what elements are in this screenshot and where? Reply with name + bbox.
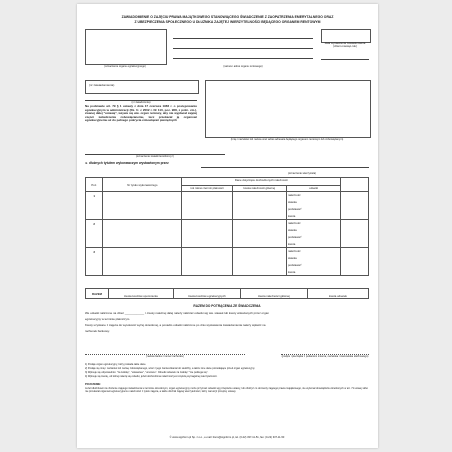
footnote: 4) Wpisuje się kwotę, od której należą się odsetki, jeżeli dochodzona należność jest częścią wymagalnej wierzytelności. bbox=[85, 375, 218, 378]
col-lp: Poz. bbox=[86, 178, 103, 192]
beneficiary-label: (oznaczenie świadczeniobiorcy¹⁾) bbox=[135, 155, 175, 158]
sub-label: podstawa²⁾ bbox=[287, 235, 302, 239]
sub-label: należność bbox=[287, 221, 301, 225]
summary-label: RAZEM bbox=[86, 289, 109, 299]
sub-label: kwota bbox=[287, 270, 296, 274]
address-label: (nazwa i adres organu rentowego) bbox=[223, 65, 263, 68]
benefit-number-label: (nr świadczenia) bbox=[131, 101, 151, 104]
summary-costs-reminder: kwota kosztów upomnienia bbox=[109, 289, 174, 299]
sub-label: podstawa²⁾ bbox=[287, 263, 302, 267]
order-paragraph-4: rachunek bankowy: bbox=[85, 329, 110, 333]
form-title-line2: Z UBEZPIECZENIA SPOŁECZNEGO U DŁUŻNIKA ZAJĘTEJ WIERZYTELNOŚCI BĘDĄCEGO ORGANEM RENTOWYM bbox=[134, 20, 321, 24]
amount-cell[interactable] bbox=[232, 192, 286, 220]
address-line-2 bbox=[173, 48, 313, 49]
value-cell[interactable] bbox=[341, 248, 369, 276]
address-line-3 bbox=[173, 58, 313, 59]
sub-label: podstawa²⁾ bbox=[287, 207, 302, 211]
sub-label: kwota bbox=[287, 214, 296, 218]
instruction-text: Jeżeli dłużnikowi nie złożenie zajętego świadczenia w terminie określonym, organ egzekucyjny może przyznać odsetki wg przepisów ustawy, lub obniżyć co do kwoty zajętego prawa majątkowego, nie wykonał obowiązków określonych w art. 71 ustawy albo nie przekazał organowi egzekucyjnemu należności z tytułu zajęcia, a także dłużnik zajętej wierzytelności, który naruszył przepisy ustawy. bbox=[85, 387, 368, 393]
date-label: data wystawienia zawiadomienia (dzień-miesiąc-rok) bbox=[324, 41, 366, 49]
claims-table bbox=[85, 177, 369, 276]
period-cell[interactable] bbox=[182, 248, 232, 276]
col-amount: kwota należności głównej bbox=[232, 186, 286, 192]
creditor-label: (oznaczenie wierzyciela) bbox=[287, 172, 317, 175]
footnote: 2) Podaje się imię i nazwisko lub nazwę zobowiązanego, wraz z jego zamieszkania lub siedziby, a także inne dane pozwalające przed organ egzekucyjny bbox=[85, 367, 255, 370]
col-interest: odsetki bbox=[286, 186, 340, 192]
date-line bbox=[321, 59, 369, 60]
instruction-title: POUCZENIE: bbox=[85, 383, 101, 386]
signature-label: (podpis i pieczątka z podaniem imienia, nazwiska i stanowiska służbowego) bbox=[281, 355, 369, 358]
recipient-box[interactable] bbox=[205, 80, 371, 138]
footnote: 3) Wpisuje się odpowiednio: "za zwłokę", "ustawowe", "umowne". Odsetki odsetek za zwłokę" "nie podlega się". bbox=[85, 371, 209, 374]
notice-number-label: (nr zawiadomienia) bbox=[89, 83, 115, 87]
title-cell[interactable] bbox=[103, 220, 182, 248]
col-type: rok /okres /termin płatności bbox=[182, 186, 232, 192]
sub-label: należność bbox=[287, 193, 301, 197]
sub-label: należność bbox=[287, 249, 301, 253]
period-cell[interactable] bbox=[182, 192, 232, 220]
period-cell[interactable] bbox=[182, 220, 232, 248]
sub-label: stawka bbox=[287, 256, 297, 260]
organ-box[interactable] bbox=[85, 29, 167, 65]
sub-label: stawka bbox=[287, 228, 297, 232]
form-page bbox=[77, 4, 378, 448]
row-number: 1 bbox=[86, 192, 103, 220]
summary-costs-enforcement: kwota kosztów egzekucyjnych bbox=[174, 289, 241, 299]
legal-basis-text: Na podstawie art. 79 § 1 ustawy z dnia 17 czerwca 1966 r. o postępowaniu egzekucyjnym w administracji (Dz. U. z 2002 r. Nr 110, poz. 968, z późn. zm.), zwanej dalej "ustawą", wzywa się ww. organ rentowy, aby nie wypłacał zajętej części świadczenia zobowiązanemu, lecz przekazał ją organowi egzekucyjnemu aż do pełnego pokrycia zobowiązań pieniężnych bbox=[85, 104, 197, 123]
form-title-line1: ZAWIADOMIENIE O ZAJĘCIU PRAWA MAJĄTKOWEGO STANOWIĄCEGO ŚWIADCZENIE Z ZAOPATRZENIA EMERYTALNEGO ORAZ bbox=[121, 15, 334, 19]
order-paragraph-3: Kwoty uzyskane z zajęcia do wysokości wyżej określonej, a ponadto odsetki naliczone po dniu wystawienia zawiadomienia należy wpłacić na bbox=[85, 323, 266, 327]
sub-label: kwota bbox=[287, 242, 296, 246]
sub-label: stawka bbox=[287, 200, 297, 204]
summary-interest: kwota odsetek bbox=[308, 289, 369, 299]
col-group: Dane dotyczące dochodzonych należności bbox=[182, 178, 341, 186]
creditor-line bbox=[201, 167, 369, 168]
value-cell[interactable] bbox=[341, 192, 369, 220]
footer-text: © www.signform.pl Sp. z o.o., e-mail: biuro@signform.pl, tel. (0-22) 337-11-51, fax: (0-22) 337-11-53 bbox=[169, 436, 285, 439]
title-cell[interactable] bbox=[103, 248, 182, 276]
bank-account-label: (nazwa banku i numer rachunku) bbox=[146, 355, 184, 358]
summary-table bbox=[85, 288, 369, 299]
summary-principal: kwota należności głównej bbox=[241, 289, 308, 299]
row-number: 2 bbox=[86, 220, 103, 248]
organ-label: (oznaczenie organu egzekucyjnego) bbox=[104, 65, 146, 68]
amount-cell[interactable] bbox=[232, 248, 286, 276]
recipient-label: (imię i nazwisko lub nazwa oraz adres adresata będącego organem rentowym lub zobowiązanym) bbox=[230, 138, 344, 141]
title-cell[interactable] bbox=[103, 192, 182, 220]
row-number: 3 bbox=[86, 248, 103, 276]
address-line-1 bbox=[173, 38, 313, 39]
value-cell[interactable] bbox=[341, 220, 369, 248]
enforcement-title-text: ► dłużnych tytułem wykonawczym wystawionym przez bbox=[85, 161, 169, 165]
amount-cell[interactable] bbox=[232, 220, 286, 248]
order-paragraph-1: We odsetki naliczone na dzień ____________ r. kwoty należnej dalej należy naliczać odsetki wg ww. stawek lub kwoty wskazanych przez organ bbox=[85, 311, 269, 315]
deduction-total-title: RAZEM DO POTRĄCENIA ZE ŚWIADCZENIA bbox=[193, 304, 261, 308]
col-title: Nr tytułu wykonawczego bbox=[103, 178, 182, 192]
footnote: 1) Podaje organ egzekucyjny, który posiada takie dane. bbox=[85, 363, 147, 366]
order-paragraph-2: egzekucyjny w terminie płatniczym. bbox=[85, 317, 131, 321]
